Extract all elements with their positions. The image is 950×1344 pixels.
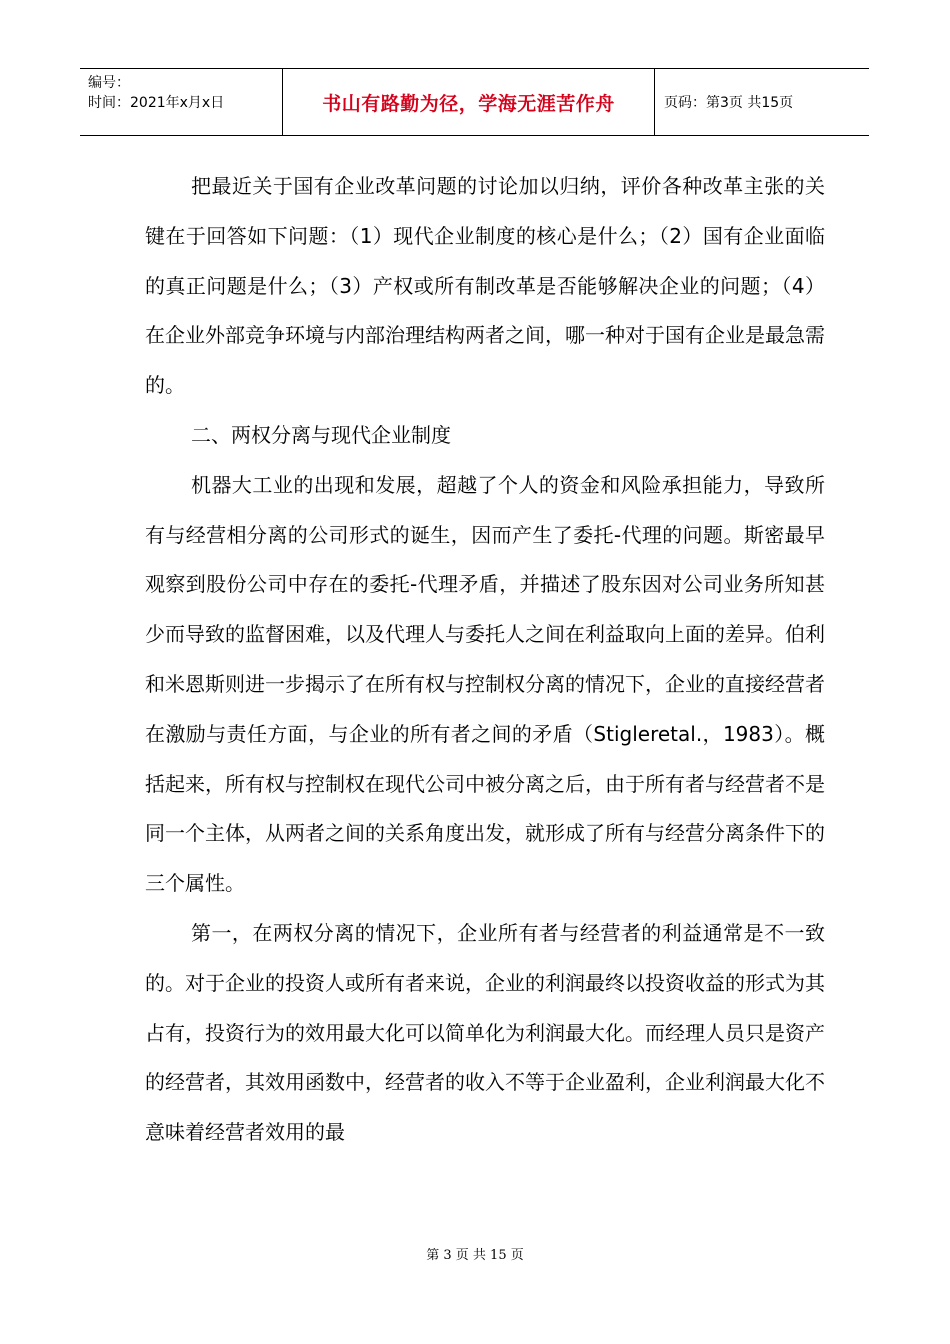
document-header bbox=[80, 68, 869, 136]
page-footer: 第 3 页 共 15 页 bbox=[426, 1248, 524, 1263]
header-page-number: 页码：第3页 共15页 bbox=[664, 95, 794, 111]
paragraph: 机器大工业的出现和发展，超越了个人的资金和风险承担能力，导致所有与经营相分离的公司形式的诞生，因而产生了委托-代理的问题。斯密最早观察到股份公司中存在的委托-代理矛盾，并描述了股东因对公司业务所知甚少而导致的监督困难，以及代理人与委托人之间在利益取向上面的差异。伯利和米恩斯则进一步揭示了在所有权与控制权分离的情况下，企业的直接经营者在激励与责任方面，与企业的所有者之间的矛盾（Stigleretal.，1983）。概括起来，所有权与控制权在现代公司中被分离之后，由于所有者与经营者不是同一个主体，从两者之间的关系角度出发，就形成了所有与经营分离条件下的三个属性。 bbox=[145, 472, 825, 896]
header-motto: 书山有路勤为径，学海无涯苦作舟 bbox=[283, 69, 655, 135]
paragraph: 第一，在两权分离的情况下，企业所有者与经营者的利益通常是不一致的。对于企业的投资人或所有者来说，企业的利润最终以投资收益的形式为其占有，投资行为的效用最大化可以简单化为利润最大化。而经理人员只是资产的经营者，其效用函数中，经营者的收入不等于企业盈利，企业利润最大化不意味着经营者效用的最 bbox=[145, 920, 825, 1145]
document-number-label: 编号： bbox=[88, 75, 130, 91]
paragraph: 把最近关于国有企业改革问题的讨论加以归纳，评价各种改革主张的关键在于回答如下问题：（1）现代企业制度的核心是什么；（2）国有企业面临的真正问题是什么；（3）产权或所有制改革是否能够解决企业的问题；（4）在企业外部竞争环境与内部治理结构两者之间，哪一种对于国有企业是最急需的。 bbox=[145, 174, 825, 398]
section-heading: 二、两权分离与现代企业制度 bbox=[191, 422, 451, 447]
header-meta bbox=[80, 69, 283, 135]
document-date-label: 时间：2021年x月x日 bbox=[88, 95, 225, 111]
document-body bbox=[145, 162, 825, 1158]
